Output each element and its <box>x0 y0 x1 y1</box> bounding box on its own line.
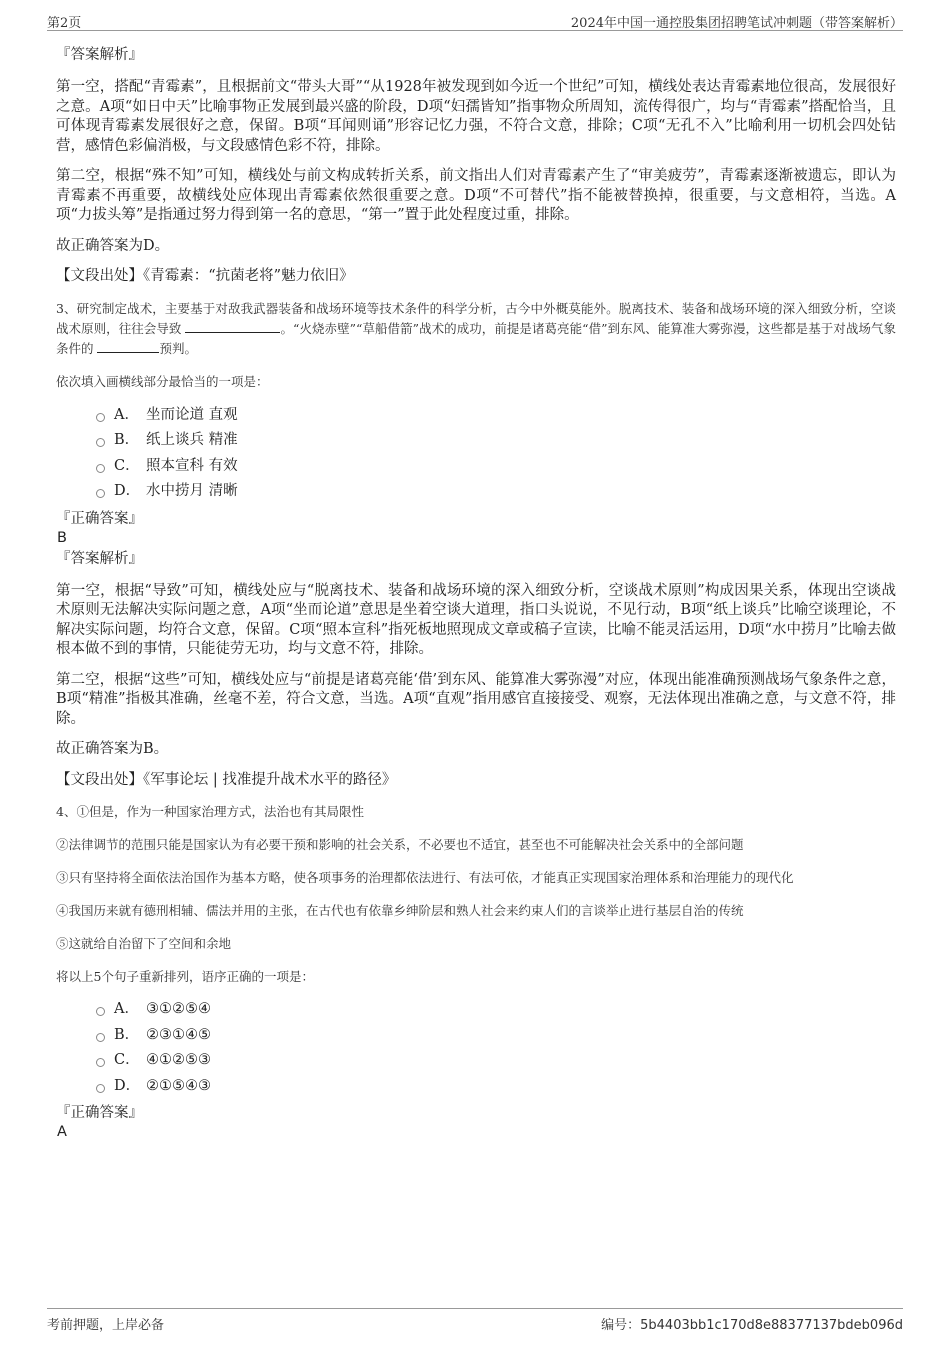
page-header <box>47 10 903 31</box>
radio-icon[interactable] <box>96 1058 105 1067</box>
radio-icon[interactable] <box>96 1084 105 1093</box>
q4-prompt: 将以上5个句子重新排列，语序正确的一项是： <box>56 969 314 984</box>
option-letter: D． <box>114 483 141 499</box>
page-number: 第2页 <box>47 16 82 31</box>
q3-option-a[interactable] <box>96 403 896 429</box>
q4-sentence-1: 4、①但是，作为一种国家治理方式，法治也有其局限性 <box>56 804 364 819</box>
page-content <box>56 45 896 1141</box>
q3-stem-part1: 3、研究制定战术，主要基于对敌我武器装备和战场环境等技术条件的科学分析，古今中外概莫能外。脱离技术、装备和战场环境的深入细致分析，空谈战术原则，往往会导致 <box>56 300 896 336</box>
option-letter: C． <box>114 457 140 474</box>
footer-slogan: 考前押题，上岸必备 <box>47 1318 165 1333</box>
q3-answer-label: 『正确答案』 <box>56 510 143 527</box>
option-letter: C． <box>114 1052 140 1068</box>
option-text: 坐而论道 直观 <box>146 406 238 423</box>
radio-icon[interactable] <box>96 438 105 447</box>
option-letter: B． <box>114 1026 140 1043</box>
q3-stem-part3: 预判。 <box>159 340 197 356</box>
q3-prompt: 依次填入画横线部分最恰当的一项是： <box>56 373 269 389</box>
q2-source: 【文段出处】《青霉素：“抗菌老将”魅力依旧》 <box>56 268 354 284</box>
q4-sentence-3: ③只有坚持将全面依法治国作为基本方略，使各项事务的治理都依法进行、有法可依，才能真正实现国家治理体系和治理能力的现代化 <box>56 870 794 885</box>
document-code <box>601 1314 903 1333</box>
q3-stem-part2: 。“火烧赤壁”“草船借箭”战术的成功，前提是诸葛亮能“借”到东风、能算准大雾弥漫，这些都是基于对战场气象条件的 <box>56 320 896 356</box>
option-letter: A． <box>114 1001 139 1017</box>
q4-answer-label: 『正确答案』 <box>56 1105 143 1121</box>
q4-option-b[interactable] <box>96 1023 896 1049</box>
radio-icon[interactable] <box>96 1007 105 1016</box>
code-value: 5b4403bb1c170d8e88377137bdeb096d <box>640 1318 903 1333</box>
q3-blank-2 <box>97 340 159 353</box>
option-text: ②③①④⑤ <box>146 1026 211 1043</box>
q2-analysis-label: 『答案解析』 <box>56 47 143 63</box>
q3-option-d[interactable] <box>96 479 896 505</box>
document-title: 2024年中国一通控股集团招聘笔试冲刺题（带答案解析） <box>570 16 903 31</box>
q3-analysis-p1: 第一空，根据“导致”可知，横线处应与“脱离技术、装备和战场环境的深入细致分析，空谈战术原则”构成因果关系，体现出空谈战术原则无法解决实际问题之意，A项“坐而论道”意思是坐着空谈大道理，指口头说说，不见行动，B项“纸上谈兵”比喻空谈理论，不解决实际问题，均符合文意，保留。C项“照本宣科”指死板地照现成文章或稿子宣读，比喻不能灵活运用，D项“水中捞月”比喻去做根本做不到的事情，只能徒劳无功，均与文意不符，排除。 <box>56 582 896 657</box>
code-label: 编号： <box>601 1318 641 1333</box>
option-letter: B． <box>114 432 140 448</box>
q4-option-d[interactable] <box>96 1074 896 1100</box>
q4-sentence-5: ⑤这就给自治留下了空间和余地 <box>56 936 232 951</box>
option-text: 水中捞月 清晰 <box>146 483 238 499</box>
option-text: 纸上谈兵 精准 <box>146 432 238 448</box>
q4-answer: A <box>57 1124 67 1140</box>
radio-icon[interactable] <box>96 489 105 498</box>
q3-options <box>56 403 896 505</box>
q3-option-c[interactable] <box>96 454 896 480</box>
q2-conclusion: 故正确答案为D。 <box>56 237 170 254</box>
q4-sentence-2: ②法律调节的范围只能是国家认为有必要干预和影响的社会关系，不必要也不适宜，甚至也不可能解决社会关系中的全部问题 <box>56 837 744 852</box>
option-text: ④①②⑤③ <box>146 1052 211 1068</box>
q4-option-c[interactable] <box>96 1048 896 1074</box>
radio-icon[interactable] <box>96 413 105 422</box>
q3-analysis-p2: 第二空，根据“这些”可知，横线处应与“前提是诸葛亮能‘借’到东风、能算准大雾弥漫”对应，体现出能准确预测战场气象条件之意，B项“精准”指极其准确，丝毫不差，符合文意，当选。A项“直观”指用感官直接接受、观察，无法体现出准确之意，与文意不符，排除。 <box>56 671 896 727</box>
option-letter: A． <box>114 406 139 423</box>
option-text: ②①⑤④③ <box>146 1077 211 1094</box>
q3-source: 【文段出处】《军事论坛 | 找准提升战术水平的路径》 <box>56 771 397 788</box>
q2-analysis-p1: 第一空，搭配“青霉素”，且根据前文“带头大哥”“从1928年被发现到如今近一个世纪”可知，横线处表达青霉素地位很高，发展很好之意。A项“如日中天”比喻事物正发展到最兴盛的阶段，D项“妇孺皆知”指事物众所周知，流传得很广，均与“青霉素”搭配恰当，且可体现青霉素发展很好之意，保留。B项“耳闻则诵”形容记忆力强，不符合文意，排除；C项“无孔不入”比喻利用一切机会四处钻营，感情色彩偏消极，与文段感情色彩不符，排除。 <box>56 79 896 154</box>
radio-icon[interactable] <box>96 1033 105 1042</box>
q2-analysis-p2: 第二空，根据“殊不知”可知，横线处与前文构成转折关系，前文指出人们对青霉素产生了“审美疲劳”，青霉素逐渐被遗忘，即认为青霉素不再重要，故横线处应体现出青霉素依然很重要之意。D项“不可替代”指不能被替换掉，很重要，与文意相符，当选。A项“力拔头筹”是指通过努力得到第一名的意思，“第一”置于此处程度过重，排除。 <box>56 168 896 223</box>
radio-icon[interactable] <box>96 464 105 473</box>
q3-analysis-label: 『答案解析』 <box>56 550 143 567</box>
q4-options <box>56 997 896 1099</box>
option-text: 照本宣科 有效 <box>146 457 238 474</box>
page-footer <box>47 1308 903 1331</box>
option-text: ③①②⑤④ <box>146 1001 211 1017</box>
q3-answer: B <box>57 529 67 546</box>
q3-blank-1 <box>185 320 280 333</box>
option-letter: D． <box>114 1077 141 1094</box>
q3-stem <box>56 299 896 359</box>
q3-option-b[interactable] <box>96 428 896 454</box>
q3-conclusion: 故正确答案为B。 <box>56 741 169 757</box>
q4-sentence-4: ④我国历来就有德刑相辅、儒法并用的主张，在古代也有依靠乡绅阶层和熟人社会来约束人们的言谈举止进行基层自治的传统 <box>56 903 744 918</box>
q4-option-a[interactable] <box>96 997 896 1023</box>
